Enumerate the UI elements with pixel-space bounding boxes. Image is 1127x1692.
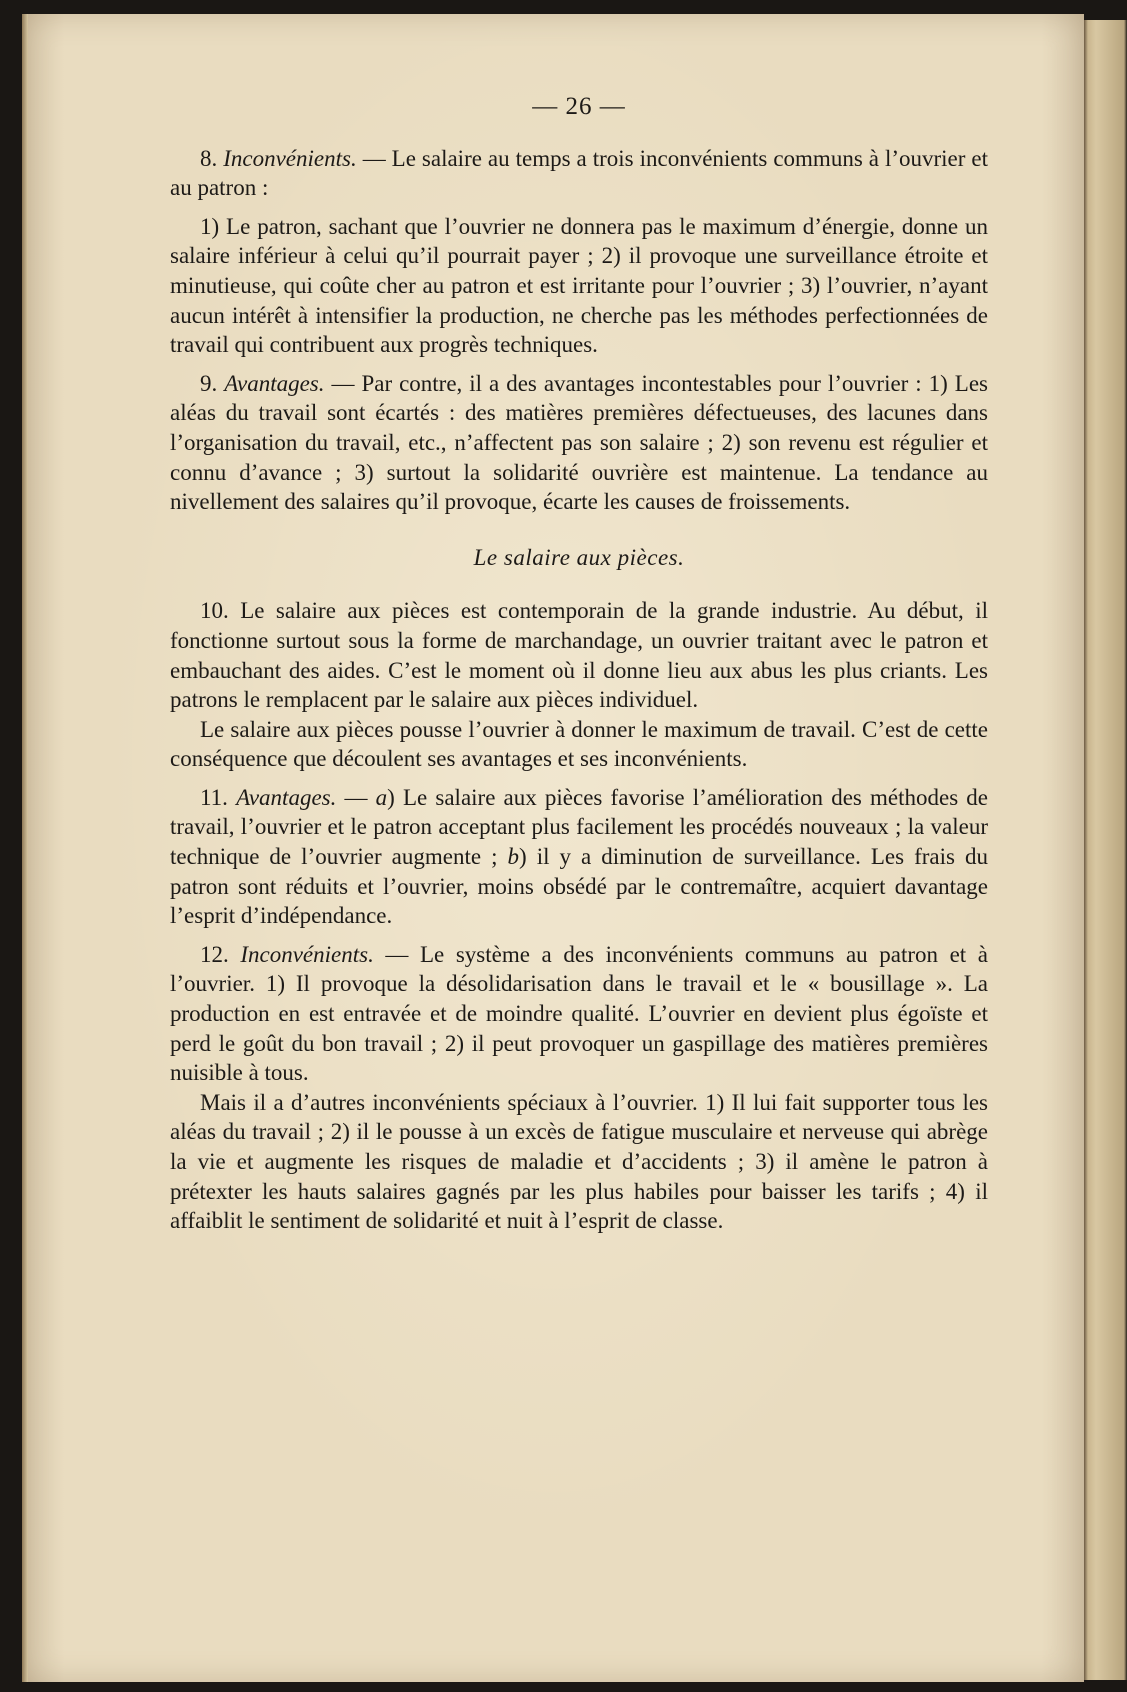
section-heading: Le salaire aux pièces.: [473, 544, 685, 570]
paragraph-12-continued: Mais il a d’autres inconvénients spéciaux à l’ouvrier. 1) Il lui fait supporter tous les aléas du travail ; 2) il le pousse à un excès de fatigue musculaire et nerveuse qui abrège la vie et augmente les risques de maladie et d’accidents ; 3) il amène le patron à prétexter les hauts salaires gagnés par les plus habiles pour baisser les tarifs ; 4) il affaiblit le sentiment de solidarité et nuit à l’esprit de classe.: [170, 1089, 988, 1234]
paragraph-11-marker-a: a: [375, 784, 388, 810]
paragraph-8-text: — Le salaire au temps a trois inconvénients communs à l’ouvrier et au patron :: [170, 145, 988, 201]
paragraph-8-number: 8.: [200, 145, 224, 171]
paragraph-12: [170, 940, 988, 1088]
paragraph-10-continued: Le salaire aux pièces pousse l’ouvrier à donner le maximum de travail. C’est de cette conséquence que découlent ses avantages et ses inconvénients.: [170, 716, 988, 772]
paragraph-8: [170, 144, 988, 203]
paragraph-11-number: 11.: [200, 784, 237, 810]
paragraph-12-number: 12.: [200, 941, 241, 967]
paragraph-12-text: — Le système a des inconvénients communs au patron et à l’ouvrier. 1) Il provoque la désolidarisation dans le travail et le « bousillage ». La production en est entravée et de moindre qualité. L’ouvrier en devient plus égoïste et perd le goût du bon travail ; 2) il peut provoquer un gaspillage des matières premières nuisible à tous.: [170, 941, 988, 1086]
page-right-edge: [1084, 20, 1127, 1680]
page-number: — 26 —: [532, 93, 626, 120]
paragraph-9-text: — Par contre, il a des avantages incontestables pour l’ouvrier : 1) Les aléas du travail sont écartés : des matières premières défectueuses, des lacunes dans l’organisation du travail, etc., n’affectent pas son salaire ; 2) son revenu est régulier et connu d’avance ; 3) surtout la solidarité ouvrière est maintenue. La tendance au nivellement des salaires qu’il provoque, écarte les causes de froissements.: [170, 370, 988, 515]
paragraph-8-title: Inconvénients.: [223, 145, 357, 171]
paragraph-11-text-a: ) Le salaire aux pièces favorise l’amélioration des méthodes de travail, l’ouvrier et le patron acceptant plus facilement les procédés nouveaux ; la valeur technique de l’ouvrier augmente ;: [170, 784, 989, 870]
paragraph-9-title: Avantages.: [224, 370, 325, 396]
paragraph-11-dash: —: [336, 784, 376, 810]
paragraph-11-title: Avantages.: [236, 784, 337, 810]
paragraph-9-number: 9.: [200, 370, 225, 396]
paragraph-10: 10. Le salaire aux pièces est contemporain de la grande industrie. Au début, il fonctionne surtout sous la forme de marchandage, un ouvrier traitant avec le patron et embauchant des aides. C’est le moment où il donne lieu aux abus les plus criants. Les patrons le remplacent par le salaire aux pièces individuel.: [170, 598, 988, 713]
paragraph-8-list: 1) Le patron, sachant que l’ouvrier ne donnera pas le maximum d’énergie, donne un salaire inférieur à celui qu’il pourrait payer ; 2) il provoque une surveillance étroite et minutieuse, qui coûte cher au patron et est irritante pour l’ouvrier ; 3) l’ouvrier, n’ayant aucun intérêt à intensifier la production, ne cherche pas les méthodes perfectionnées de travail qui contribuent aux progrès techniques.: [170, 213, 988, 358]
page-left-edge: [22, 14, 28, 1682]
paragraph-11-marker-b: b: [507, 844, 520, 870]
paragraph-9: [170, 369, 988, 517]
paragraph-12-title: Inconvénients.: [240, 941, 374, 967]
paragraph-11: [170, 783, 988, 931]
page-content: [170, 92, 988, 1236]
paragraph-11-text-b: ) il y a diminution de surveillance. Les frais du patron sont réduits et l’ouvrier, moins obsédé par le contremaître, acquiert davantage l’esprit d’indépendance.: [170, 844, 988, 929]
